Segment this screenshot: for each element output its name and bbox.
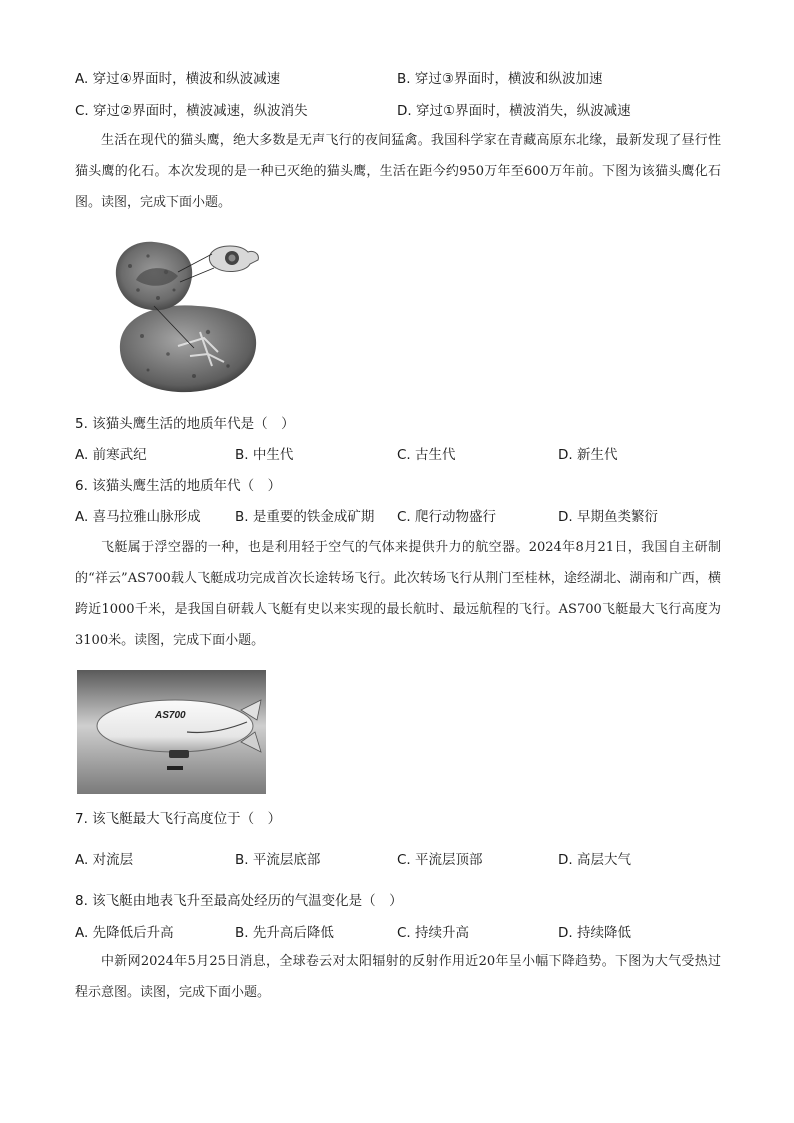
q4-option-b: B. 穿过③界面时，横波和纵波加速 — [397, 71, 603, 87]
q5-option-c: C. 古生代 — [397, 447, 456, 463]
q7-option-a: A. 对流层 — [75, 852, 134, 868]
q8-stem: 8. 该飞艇由地表飞升至最高处经历的气温变化是（ ） — [75, 893, 403, 909]
q7-stem: 7. 该飞艇最大飞行高度位于（ ） — [75, 811, 282, 827]
airship-label: AS700 — [155, 710, 186, 721]
q8-option-d: D. 持续降低 — [558, 925, 631, 941]
q6-stem: 6. 该猫头鹰生活的地质年代（ ） — [75, 478, 282, 494]
q8-option-c: C. 持续升高 — [397, 925, 470, 941]
passage-cloud: 中新网2024年5月25日消息，全球卷云对太阳辐射的反射作用近20年呈小幅下降趋势。下图为大气受热过程示意图。读图，完成下面小题。 — [75, 954, 721, 1000]
q6-option-b: B. 是重要的铁金成矿期 — [235, 509, 375, 525]
q4-option-d: D. 穿过①界面时，横波消失，纵波减速 — [397, 103, 631, 119]
q5-option-b: B. 中生代 — [235, 447, 294, 463]
q6-option-d: D. 早期鱼类繁衍 — [558, 509, 658, 525]
owl-fossil-image — [108, 236, 268, 396]
q5-option-d: D. 新生代 — [558, 447, 618, 463]
q8-option-b: B. 先升高后降低 — [235, 925, 334, 941]
passage-owl: 生活在现代的猫头鹰，绝大多数是无声飞行的夜间猛禽。我国科学家在青藏高原东北缘，最新发现了昼行性猫头鹰的化石。本次发现的是一种已灭绝的猫头鹰，生活在距今约950万年至600万年前。下图为该猫头鹰化石图。读图，完成下面小题。 — [75, 133, 721, 210]
q5-option-a: A. 前寒武纪 — [75, 447, 147, 463]
q5-stem: 5. 该猫头鹰生活的地质年代是（ ） — [75, 416, 295, 432]
q7-option-d: D. 高层大气 — [558, 852, 631, 868]
q7-option-c: C. 平流层顶部 — [397, 852, 483, 868]
q6-option-a: A. 喜马拉雅山脉形成 — [75, 509, 201, 525]
q7-option-b: B. 平流层底部 — [235, 852, 321, 868]
q8-option-a: A. 先降低后升高 — [75, 925, 174, 941]
airship-photo — [77, 670, 266, 794]
q6-option-c: C. 爬行动物盛行 — [397, 509, 497, 525]
q4-option-c: C. 穿过②界面时，横波减速，纵波消失 — [75, 103, 308, 119]
q4-option-a: A. 穿过④界面时，横波和纵波减速 — [75, 71, 281, 87]
passage-airship: 飞艇属于浮空器的一种，也是利用轻于空气的气体来提供升力的航空器。2024年8月21日，我国自主研制的“祥云”AS700载人飞艇成功完成首次长途转场飞行。此次转场飞行从荆门至桂林，途经湖北、湖南和广西，横跨近1000千米，是我国自研载人飞艇有史以来实现的最长航时、最远航程的飞行。AS700飞艇最大飞行高度为3100米。读图，完成下面小题。 — [75, 540, 721, 648]
